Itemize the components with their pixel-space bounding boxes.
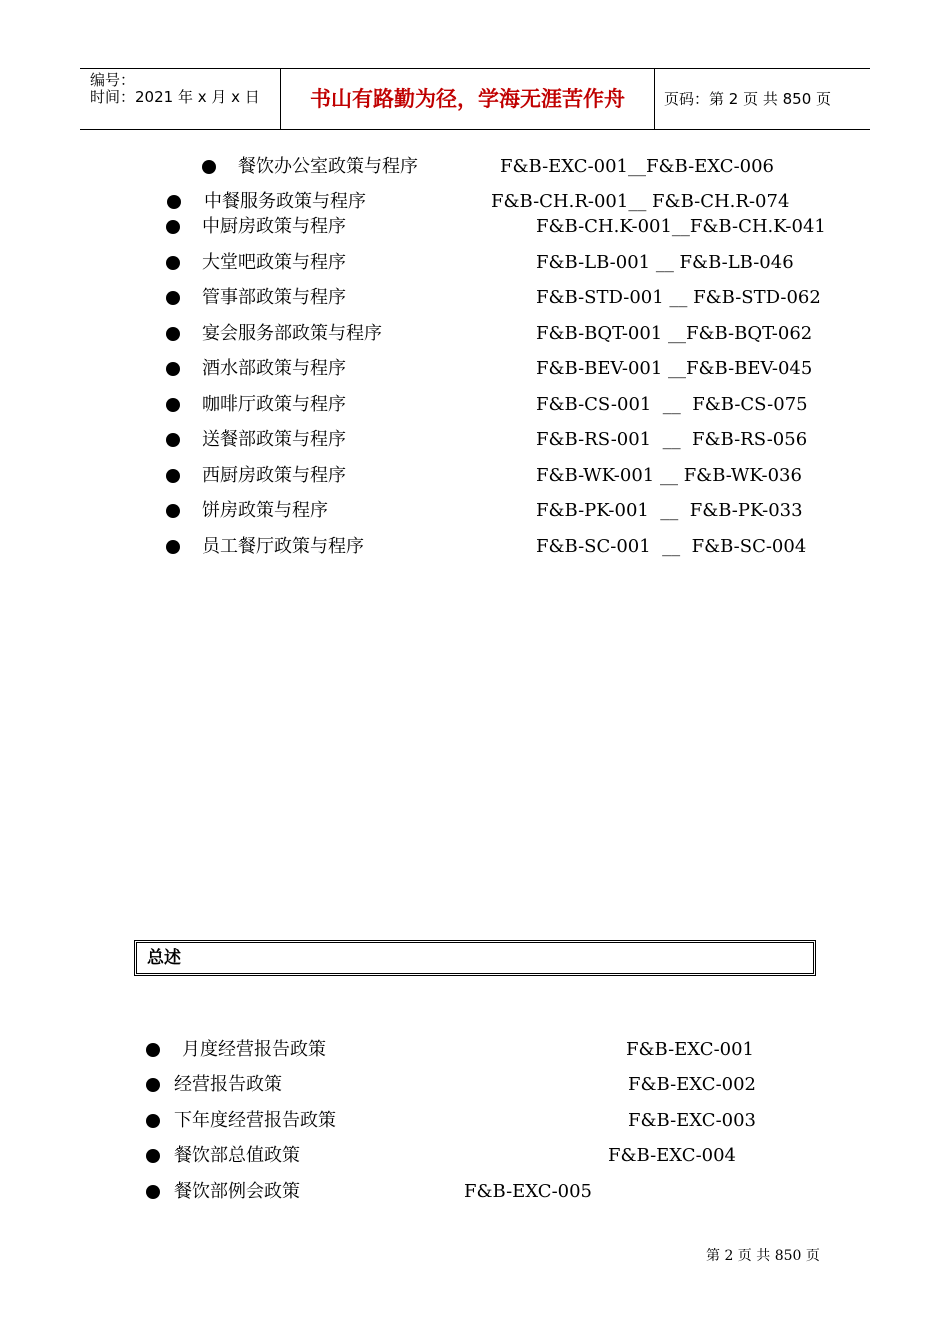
bullet-icon	[146, 1185, 160, 1199]
bullet-icon	[166, 433, 180, 447]
toc-item-label: 大堂吧政策与程序	[202, 252, 346, 273]
header-page-cell	[655, 69, 870, 129]
toc-item-code: F&B-SC-001 __ F&B-SC-004	[536, 536, 807, 557]
bullet-icon	[166, 469, 180, 483]
policy-item-code: F&B-EXC-005	[464, 1181, 593, 1202]
section-title: 总述	[147, 948, 181, 968]
bullet-icon	[166, 327, 180, 341]
bullet-icon	[166, 398, 180, 412]
toc-item-code: F&B-CH.K-001__F&B-CH.K-041	[536, 216, 826, 237]
policy-item-label: 餐饮部总值政策	[174, 1145, 300, 1166]
toc-item-label: 送餐部政策与程序	[202, 429, 346, 450]
header-page-number: 页码：第 2 页 共 850 页	[664, 90, 832, 108]
bullet-icon	[146, 1114, 160, 1128]
bullet-icon	[167, 195, 181, 209]
bullet-icon	[146, 1078, 160, 1092]
toc-item-label: 餐饮办公室政策与程序	[238, 156, 418, 177]
toc-item-code: F&B-LB-001 __ F&B-LB-046	[536, 252, 794, 273]
toc-item-label: 中餐服务政策与程序	[204, 191, 366, 212]
policy-item-code: F&B-EXC-004	[608, 1145, 737, 1166]
policy-item-label: 月度经营报告政策	[182, 1039, 326, 1060]
document-number: 编号：	[90, 71, 136, 89]
toc-item-code: F&B-STD-001 __ F&B-STD-062	[536, 287, 821, 308]
policy-item-label: 下年度经营报告政策	[174, 1110, 336, 1131]
toc-item-code: F&B-CH.R-001__ F&B-CH.R-074	[491, 191, 790, 212]
bullet-icon	[166, 291, 180, 305]
toc-item-code: F&B-BQT-001 __F&B-BQT-062	[536, 323, 813, 344]
bullet-icon	[166, 220, 180, 234]
policy-item-code: F&B-EXC-003	[628, 1110, 757, 1131]
toc-item-code: F&B-CS-001 __ F&B-CS-075	[536, 394, 808, 415]
toc-item-label: 酒水部政策与程序	[202, 358, 346, 379]
policy-item-code: F&B-EXC-002	[628, 1074, 757, 1095]
toc-item-label: 咖啡厅政策与程序	[202, 394, 346, 415]
page-header	[80, 68, 870, 130]
toc-item-label: 西厨房政策与程序	[202, 465, 346, 486]
bullet-icon	[202, 160, 216, 174]
policy-item-code: F&B-EXC-001	[626, 1039, 755, 1060]
section-header-box	[134, 940, 816, 976]
page-footer: 第 2 页 共 850 页	[706, 1248, 820, 1264]
bullet-icon	[166, 540, 180, 554]
toc-item-code: F&B-EXC-001__F&B-EXC-006	[500, 156, 775, 177]
bullet-icon	[146, 1149, 160, 1163]
header-motto: 书山有路勤为径，学海无涯苦作舟	[310, 87, 625, 111]
policy-item-label: 经营报告政策	[174, 1074, 282, 1095]
toc-item-label: 员工餐厅政策与程序	[202, 536, 364, 557]
toc-item-code: F&B-PK-001 __ F&B-PK-033	[536, 500, 803, 521]
toc-item-code: F&B-RS-001 __ F&B-RS-056	[536, 429, 808, 450]
policy-item-label: 餐饮部例会政策	[174, 1181, 300, 1202]
toc-item-code: F&B-BEV-001 __F&B-BEV-045	[536, 358, 813, 379]
bullet-icon	[166, 362, 180, 376]
toc-item-label: 中厨房政策与程序	[202, 216, 346, 237]
header-info-cell	[80, 69, 281, 129]
header-motto-cell	[281, 69, 655, 129]
toc-item-code: F&B-WK-001 __ F&B-WK-036	[536, 465, 802, 486]
toc-item-label: 管事部政策与程序	[202, 287, 346, 308]
toc-item-label: 宴会服务部政策与程序	[202, 323, 382, 344]
document-date: 时间：2021 年 x 月 x 日	[90, 88, 260, 106]
toc-item-label: 饼房政策与程序	[202, 500, 328, 521]
bullet-icon	[146, 1043, 160, 1057]
bullet-icon	[166, 256, 180, 270]
bullet-icon	[166, 504, 180, 518]
